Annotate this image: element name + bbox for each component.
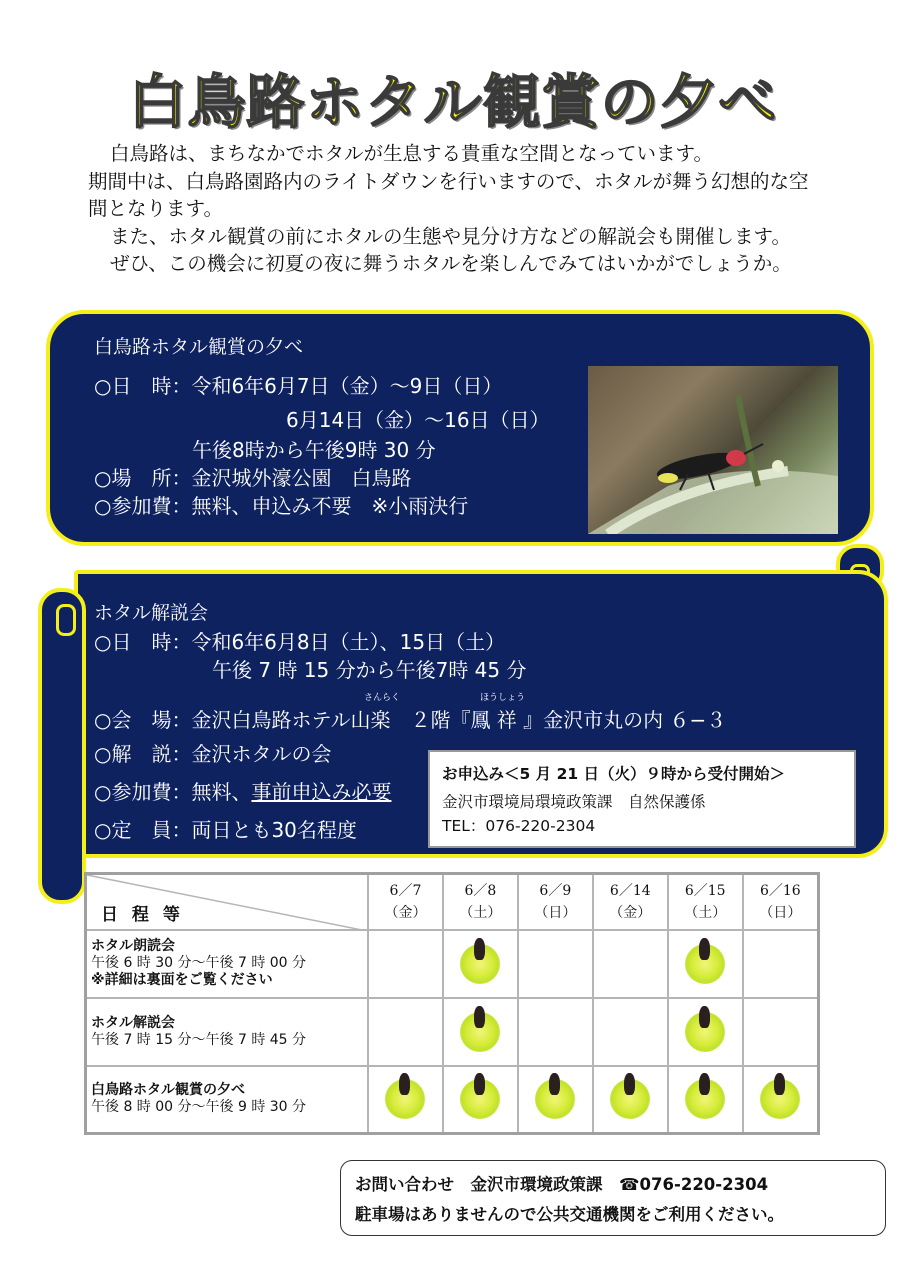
intro-line: ぜひ、この機会に初夏の夜に舞うホタルを楽しんでみてはいかがでしょうか。 [110,252,792,275]
row-label: 白鳥路ホタル観賞の夕べ 午後 8 時 00 分〜午後 9 時 30 分 [86,1066,369,1134]
date-header: 6／7 （金） [368,874,443,930]
event-fee: ○参加費：無料、申込み不要 ※小雨決行 [94,494,469,518]
lecture-fee-required: 事前申込み必要 [251,780,392,804]
apply-heading: お申込み＜5 月 21 日（火）９時から受付開始＞ [442,765,786,783]
schedule-cell [368,998,443,1066]
date-header: 6／8 （土） [443,874,518,930]
lecture-fee-prefix: ○参加費：無料、 [94,780,252,804]
firefly-icon [460,1079,500,1119]
apply-box [428,750,856,848]
firefly-icon [385,1079,425,1119]
parking-note: 駐車場はありませんので公共交通機関をご利用ください。 [355,1205,784,1224]
schedule-cell [518,1066,593,1134]
apply-office: 金沢市環境局環境政策課 自然保護係 [442,793,706,811]
event-date-2: 6月14日（金）〜16日（日） [286,408,550,432]
intro-line: 期間中は、白鳥路園路内のライトダウンを行いますので、ホタルが舞う幻想的な空 [88,169,809,193]
schedule-cell [368,930,443,998]
row-label: ホタル朗読会 午後 6 時 30 分〜午後 7 時 00 分 ※詳細は裏面をご覧ください [86,930,369,998]
lecture-date: ○日 時：令和6年6月8日（土）、15日（土） [94,630,506,654]
lecture-time: 午後 7 時 15 分から午後7時 45 分 [212,658,527,682]
firefly-icon [685,1012,725,1052]
ruby-housyou: ほうしょう [480,693,526,703]
schedule-cell [443,998,518,1066]
lecture-fee [94,776,391,805]
lecture-venue: ○会 場：金沢白鳥路ホテル山楽 ２階『鳳 祥 』金沢市丸の内 ６−３ [94,708,727,732]
page-title: 白鳥路ホタル観賞の夕べ [128,68,778,136]
event-place: ○場 所：金沢城外濠公園 白鳥路 [94,466,412,490]
event-date: ○日 時：令和6年6月7日（金）〜9日（日） [94,374,503,398]
firefly-icon [760,1079,800,1119]
table-row [86,998,819,1066]
apply-tel: TEL：076-220-2304 [442,817,596,835]
date-header: 6／14 （金） [593,874,668,930]
schedule-cell [668,998,743,1066]
scroll-curl-left [38,588,86,904]
schedule-cell [743,930,819,998]
lecture-host: ○解 説：金沢ホタルの会 [94,742,332,766]
firefly-photo [588,366,838,534]
ruby-sanraku: さんらく [364,693,401,703]
date-header: 6／15 （土） [668,874,743,930]
firefly-icon [685,944,725,984]
schedule-cell [743,1066,819,1134]
row-label: ホタル解説会 午後 7 時 15 分〜午後 7 時 45 分 [86,998,369,1066]
firefly-icon [685,1079,725,1119]
firefly-icon [610,1079,650,1119]
schedule-cell [368,1066,443,1134]
schedule-corner-label: 日 程 等 [101,904,184,925]
schedule-cell [593,1066,668,1134]
schedule-cell [593,930,668,998]
table-row [86,1066,819,1134]
lecture-info-box [74,570,888,858]
intro-text [88,140,848,278]
date-header: 6／16 （日） [743,874,819,930]
schedule-cell [668,930,743,998]
contact-box [340,1160,886,1236]
intro-line: 白鳥路は、まちなかでホタルが生息する貴重な空間となっています。 [110,142,713,165]
schedule-cell [593,998,668,1066]
intro-line: また、ホタル観賞の前にホタルの生態や見分け方などの解説会も開催します。 [110,224,791,248]
date-header: 6／9 （日） [518,874,593,930]
table-row [86,930,819,998]
event-info-box [46,310,874,546]
schedule-cell [443,930,518,998]
contact-line: お問い合わせ 金沢市環境政策課 ☎076-220-2304 [355,1175,769,1194]
schedule-table [84,872,820,1135]
intro-line: 間となります。 [88,197,223,220]
schedule-cell [518,930,593,998]
schedule-corner [86,874,369,930]
schedule-cell [443,1066,518,1134]
schedule-cell [743,998,819,1066]
lecture-capacity: ○定 員：両日とも30名程度 [94,818,357,842]
event-time: 午後8時から午後9時 30 分 [192,438,436,462]
firefly-icon [460,944,500,984]
event-heading: 白鳥路ホタル観賞の夕べ [94,336,304,358]
schedule-cell [668,1066,743,1134]
schedule-cell [518,998,593,1066]
firefly-icon [460,1012,500,1052]
lecture-heading: ホタル解説会 [94,602,209,624]
firefly-icon [535,1079,575,1119]
